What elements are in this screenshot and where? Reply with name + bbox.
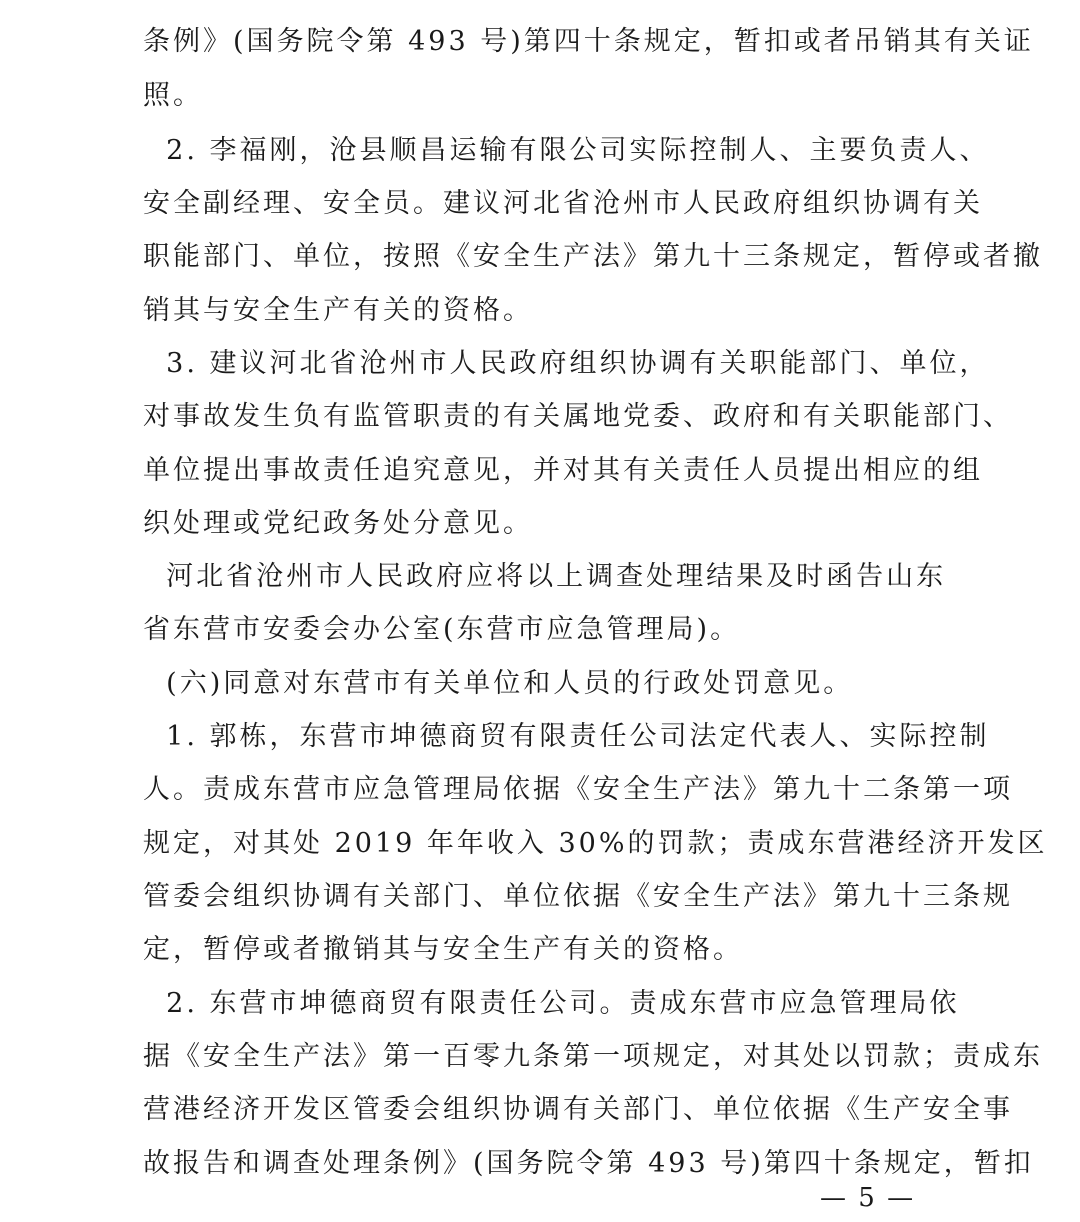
- text-line: 2. 东营市坤德商贸有限责任公司。责成东营市应急管理局依: [143, 988, 960, 1019]
- text-line: 1. 郭栋，东营市坤德商贸有限责任公司法定代表人、实际控制: [143, 721, 990, 752]
- text-line: 条例》(国务院令第 493 号)第四十条规定，暂扣或者吊销其有关证: [143, 26, 1034, 57]
- text-line: 据《安全生产法》第一百零九条第一项规定，对其处以罚款；责成东: [143, 1041, 1043, 1072]
- text-line: 人。责成东营市应急管理局依据《安全生产法》第九十二条第一项: [143, 774, 1013, 805]
- text-line: 照。: [143, 80, 203, 111]
- text-line: 织处理或党纪政务处分意见。: [143, 508, 533, 539]
- text-line: 定，暂停或者撤销其与安全生产有关的资格。: [143, 934, 743, 965]
- text-line: 2. 李福刚，沧县顺昌运输有限公司实际控制人、主要负责人、: [143, 135, 990, 166]
- text-line: 规定，对其处 2019 年年收入 30%的罚款；责成东营港经济开发区: [143, 828, 1048, 859]
- text-line: 管委会组织协调有关部门、单位依据《安全生产法》第九十三条规: [143, 881, 1013, 912]
- text-line: 省东营市安委会办公室(东营市应急管理局)。: [143, 614, 741, 645]
- text-line: 职能部门、单位，按照《安全生产法》第九十三条规定，暂停或者撤: [143, 241, 1043, 272]
- page-number: — 5 —: [820, 1183, 916, 1213]
- text-line: 营港经济开发区管委会组织协调有关部门、单位依据《生产安全事: [143, 1094, 1013, 1125]
- text-line: 对事故发生负有监管职责的有关属地党委、政府和有关职能部门、: [143, 401, 1013, 432]
- text-line: 销其与安全生产有关的资格。: [143, 295, 533, 326]
- text-line: 安全副经理、安全员。建议河北省沧州市人民政府组织协调有关: [143, 188, 983, 219]
- text-line: (六)同意对东营市有关单位和人员的行政处罚意见。: [143, 668, 854, 699]
- text-line: 河北省沧州市人民政府应将以上调查处理结果及时函告山东: [143, 561, 947, 592]
- text-line: 3. 建议河北省沧州市人民政府组织协调有关职能部门、单位，: [143, 348, 990, 379]
- text-line: 单位提出事故责任追究意见，并对其有关责任人员提出相应的组: [143, 455, 983, 486]
- text-line: 故报告和调查处理条例》(国务院令第 493 号)第四十条规定，暂扣: [143, 1148, 1034, 1179]
